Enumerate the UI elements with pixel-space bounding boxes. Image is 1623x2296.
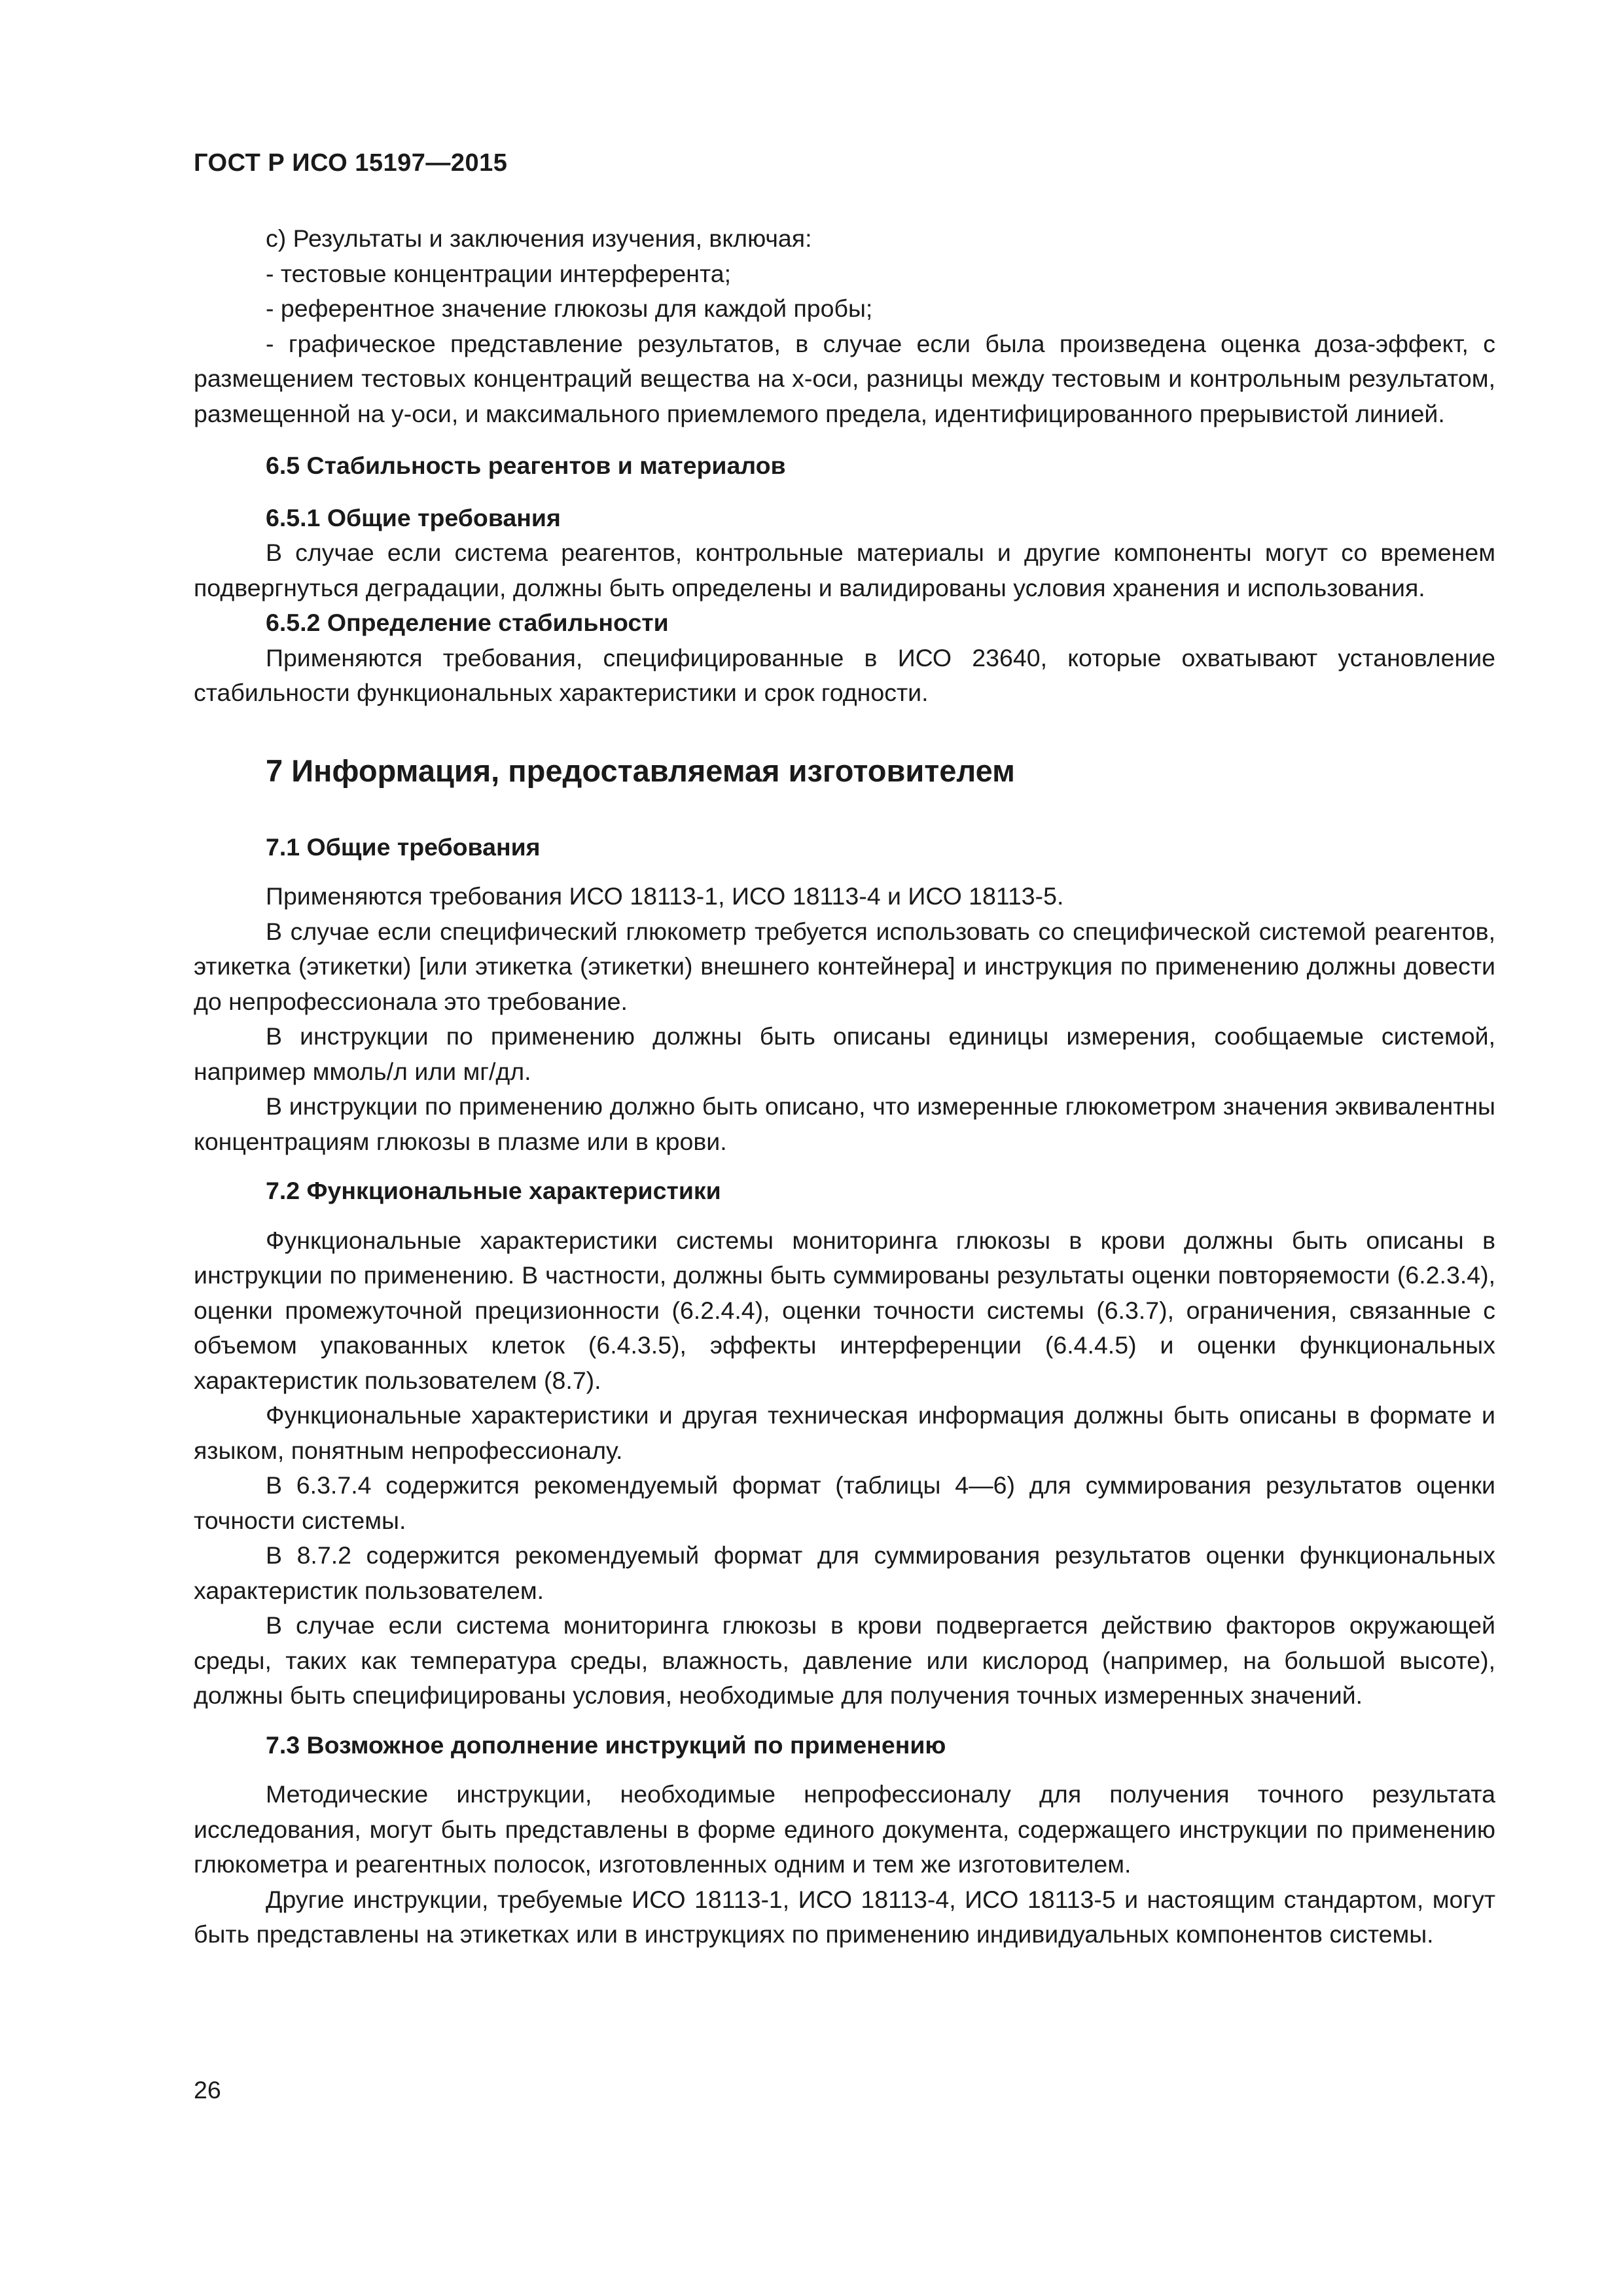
paragraph: Методические инструкции, необходимые непрофессионалу для получения точного результата исследования, могут быть представлены в форме единого документа, содержащего инструкции по применению глюкометра и реагентных полосок, изготовленных одним и тем же изготовителем. [194,1780,1495,1878]
section-c-results [194,221,1495,431]
document-header: ГОСТ Р ИСО 15197—2015 [194,149,508,177]
list-item: - референтное значение глюкозы для каждой пробы; [266,295,873,322]
paragraph: В 6.3.7.4 содержится рекомендуемый формат (таблицы 4—6) для суммирования результатов оценки точности системы. [194,1471,1495,1534]
chapter-heading: 7 Информация, предоставляемая изготовителем [266,753,1015,788]
paragraph: Применяются требования, специфицированные в ИСО 23640, которые охватывают установление стабильности функциональных характеристики и срок годности. [194,643,1495,706]
paragraph: В инструкции по применению должно быть описано, что измеренные глюкометром значения эквивалентны концентрациям глюкозы в плазме или в крови. [194,1092,1495,1155]
paragraph: Функциональные характеристики и другая техническая информация должны быть описаны в формате и языком, понятным непрофессионалу. [194,1401,1495,1464]
page-number: 26 [194,2076,221,2104]
section-heading: 7.1 Общие требования [266,833,541,861]
paragraph: с) Результаты и заключения изучения, включая: [266,224,812,252]
paragraph: В 8.7.2 содержится рекомендуемый формат для суммирования результатов оценки функциональных характеристик пользователем. [194,1541,1495,1604]
paragraph: Другие инструкции, требуемые ИСО 18113-1, ИСО 18113-4, ИСО 18113-5 и настоящим стандартом, могут быть представлены на этикетках или в инструкциях по применению индивидуальных компонентов системы. [194,1885,1495,1948]
paragraph: В случае если система мониторинга глюкозы в крови подвергается действию факторов окружающей среды, таких как температура среды, влажность, давление или кислород (например, на большой высоте), должны быть специфицированы условия, необходимые для получения точных измеренных значений. [194,1611,1495,1709]
section-7 [194,751,1495,1952]
section-heading: 7.3 Возможное дополнение инструкций по применению [266,1731,946,1759]
subsection-heading: 6.5.1 Общие требования [266,503,561,531]
paragraph: Функциональные характеристики системы мониторинга глюкозы в крови должны быть описаны в инструкции по применению. В частности, должны быть суммированы результаты оценки повторяемости (6.2.3.4), оценки промежуточной прецизионности (6.2.4.4), оценки точности системы (6.3.7), ограничения, связанные с объемом упакованных клеток (6.4.3.5), эффекты интерференции (6.4.4.5) и оценки функциональных характеристик пользователем (8.7). [194,1226,1495,1394]
document-body [194,221,1495,1952]
list-item: - тестовые концентрации интерферента; [266,259,731,287]
paragraph: В инструкции по применению должны быть описаны единицы измерения, сообщаемые системой, например ммоль/л или мг/дл. [194,1022,1495,1085]
paragraph: Применяются требования ИСО 18113-1, ИСО 18113-4 и ИСО 18113-5. [266,882,1064,910]
section-6-5 [194,448,1495,711]
paragraph: В случае если специфический глюкометр требуется использовать со специфической системой реагентов, этикетка (этикетки) [или этикетка (этикетки) внешнего контейнера] и инструкция по применению должны довести до непрофессионала это требование. [194,917,1495,1015]
subsection-heading: 6.5.2 Определение стабильности [266,609,669,636]
paragraph: В случае если система реагентов, контрольные материалы и другие компоненты могут со временем подвергнуться деградации, должны быть определены и валидированы условия хранения и использования. [194,539,1495,601]
section-heading: 7.2 Функциональные характеристики [266,1177,721,1204]
list-item: - графическое представление результатов, в случае если была произведена оценка доза-эффект, с размещением тестовых концентраций вещества на х-оси, разницы между тестовым и контрольным результатом, размещенной на у-оси, и максимального приемлемого предела, идентифицированного прерывистой линией. [194,329,1495,427]
section-heading: 6.5 Стабильность реагентов и материалов [266,452,786,479]
